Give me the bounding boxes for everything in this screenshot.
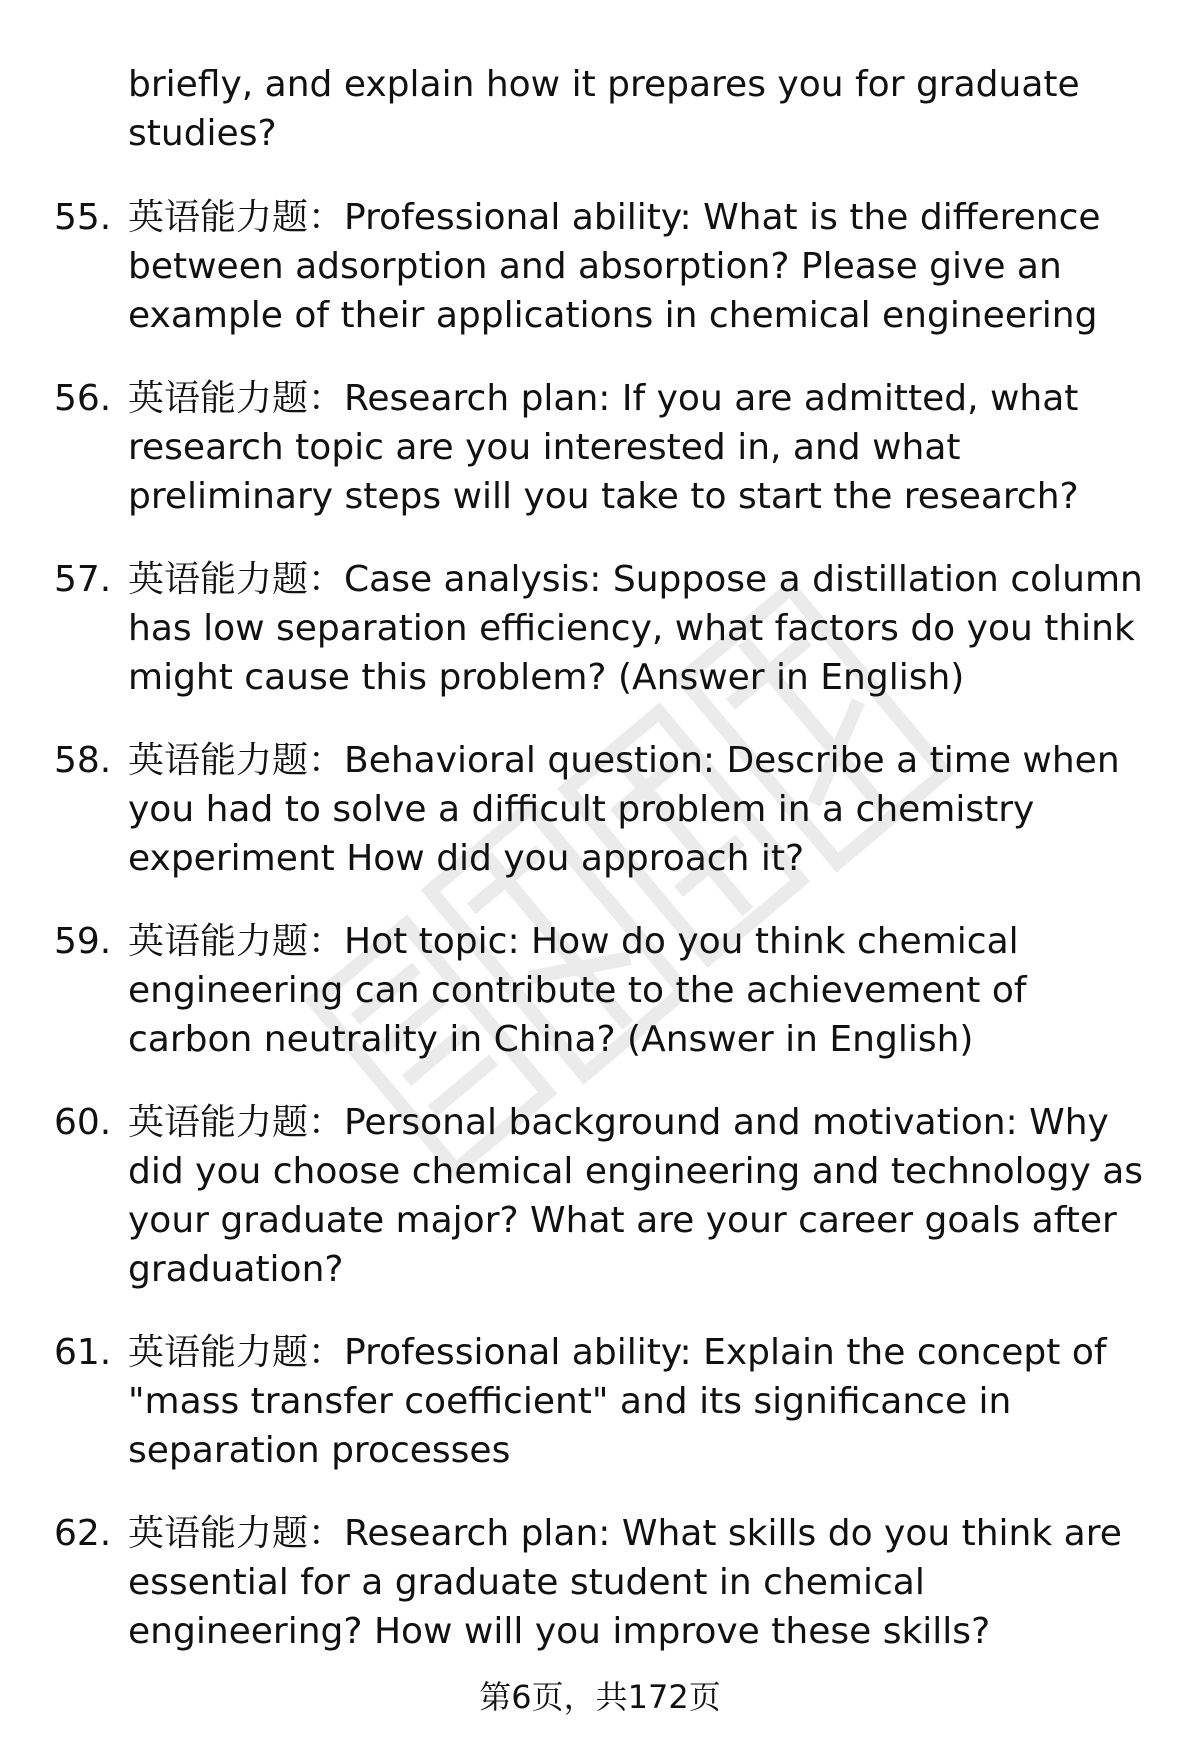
question-item (0, 1098, 1200, 1294)
question-text: 英语能力题：Case analysis: Suppose a distillation column has low separation efficiency, what factors do you think might cause this problem? (Answer in English) (128, 559, 1143, 698)
question-number: 57. (54, 559, 112, 600)
question-item (0, 1509, 1200, 1656)
question-text: 英语能力题：Hot topic: How do you think chemical engineering can contribute to the achievement of carbon neutrality in China? (Answer in English) (128, 921, 1027, 1060)
question-item (0, 374, 1200, 521)
question-text: 英语能力题：Personal background and motivation: Why did you choose chemical engineering and technology as your graduate major? What are your career goals after graduation? (128, 1102, 1144, 1290)
question-number: 59. (54, 921, 112, 962)
question-number: 58. (54, 740, 112, 781)
continued-question-text: briefly, and explain how it prepares you for graduate studies? (128, 64, 1080, 154)
question-number: 60. (54, 1102, 112, 1143)
question-number: 61. (54, 1332, 112, 1373)
question-number: 56. (54, 378, 112, 419)
question-text: 英语能力题：Research plan: If you are admitted, what research topic are you interested in, and what preliminary steps will you take to start the research? (128, 378, 1079, 517)
question-list (0, 193, 1200, 1690)
question-item (0, 736, 1200, 883)
question-text: 英语能力题：Research plan: What skills do you think are essential for a graduate student in chemical engineering? How will you improve these skills? (128, 1513, 1122, 1652)
question-item (0, 193, 1200, 340)
question-item (0, 1328, 1200, 1475)
question-number: 55. (54, 197, 112, 238)
question-text: 英语能力题：Professional ability: What is the difference between adsorption and absorption? Please give an example of their applications in chemical engineering (128, 197, 1101, 336)
question-number: 62. (54, 1513, 112, 1554)
question-text: 英语能力题：Professional ability: Explain the concept of "mass transfer coefficient" and its significance in separation processes (128, 1332, 1107, 1471)
page-footer: 第6页，共172页 (479, 1678, 721, 1716)
question-text: 英语能力题：Behavioral question: Describe a time when you had to solve a difficult problem in a chemistry experiment How did you approach it? (128, 740, 1120, 879)
question-item (0, 917, 1200, 1064)
question-item (0, 555, 1200, 702)
